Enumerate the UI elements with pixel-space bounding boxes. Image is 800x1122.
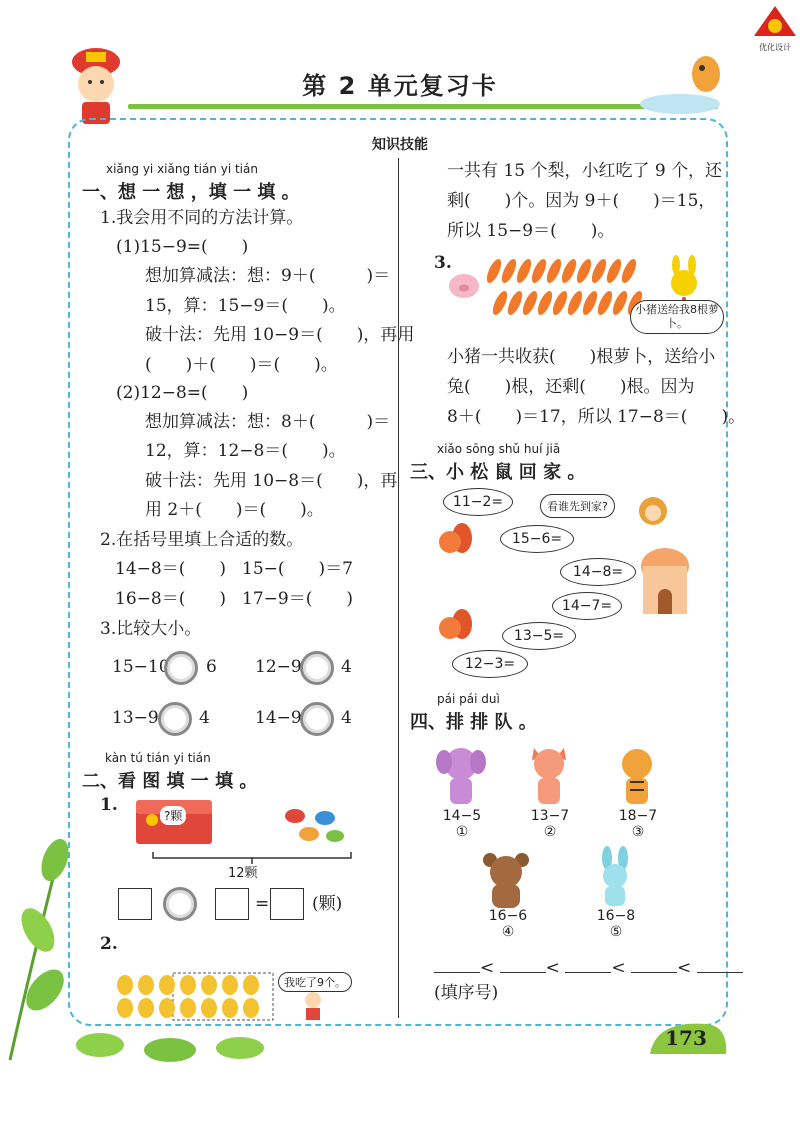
q2-title: 2.在括号里填上合适的数。 <box>100 530 304 550</box>
q1a-label: (1)15−9=( ) <box>116 237 249 257</box>
cat-icon <box>524 742 574 806</box>
animal-number: ④ <box>501 924 515 940</box>
path-oval: 12−3= <box>452 650 528 678</box>
carrot-icon <box>589 257 609 285</box>
order-blank[interactable] <box>565 958 611 973</box>
q1b-line3: 破十法：先用 10−8＝( )，再 <box>145 471 398 491</box>
carrot-icon <box>565 289 585 317</box>
squirrel-icon <box>436 606 474 644</box>
path-oval: 14−8= <box>560 558 636 586</box>
carrot-icon <box>604 257 624 285</box>
right-q2-line1: 一共有 15 个梨，小红吃了 9 个，还 <box>447 161 723 181</box>
carrot-icon <box>559 257 579 285</box>
cmp-left: 15−10 <box>112 657 170 677</box>
rabbit-icon <box>664 255 704 301</box>
carrot-icon <box>544 257 564 285</box>
right-q2-line2: 剩( )个。因为 9＋( )＝15， <box>447 191 716 211</box>
less-than: < <box>676 958 692 978</box>
part3-heading: 三、小 松 鼠 回 家 。 <box>410 462 586 483</box>
q3-title: 3.比较大小。 <box>100 619 202 639</box>
less-than: < <box>611 958 626 978</box>
order-hint: (填序号) <box>434 983 499 1003</box>
carrot-icon <box>520 289 540 317</box>
total-label: 12颗 <box>228 866 258 881</box>
path-oval: 11−2= <box>443 488 513 516</box>
equals-sign: = <box>255 894 270 914</box>
q1b-line2: 12，算：12−8＝( )。 <box>145 441 346 461</box>
order-blank[interactable] <box>434 958 480 973</box>
candy-box-label: ?颗 <box>160 806 186 825</box>
animal-expr: 16−8 <box>596 908 636 924</box>
q2-row2-a: 16−8＝( ) <box>115 589 226 609</box>
rabbit-speech: 小猪送给我8根萝卜。 <box>630 300 724 334</box>
part4-heading: 四、排 排 队 。 <box>410 712 537 733</box>
page-title: 第 2 单元复习卡 <box>302 72 498 100</box>
carrot-icon <box>580 289 600 317</box>
tiger-icon <box>612 742 662 806</box>
animal-expr: 13−7 <box>530 808 570 824</box>
carrot-icon <box>595 289 615 317</box>
right-q3-line2: 兔( )根，还剩( )根。因为 <box>447 377 695 397</box>
pig-icon <box>446 270 482 300</box>
column-divider <box>398 158 399 1018</box>
page-number: 173 <box>665 1026 707 1050</box>
squirrel-icon <box>436 520 474 558</box>
animal-expr: 18−7 <box>618 808 658 824</box>
order-answer-line[interactable] <box>434 958 743 977</box>
order-blank[interactable] <box>631 958 677 973</box>
q2-row1-b: 15−( )＝7 <box>242 559 353 579</box>
house-icon <box>634 546 696 616</box>
logo-icon <box>752 4 798 38</box>
q2-row1-a: 14−8＝( ) <box>115 559 226 579</box>
q1a-line2: 15，算：15−9＝( )。 <box>145 296 346 316</box>
q1b-line4: 用 2＋( )＝( )。 <box>145 500 324 520</box>
animal-number: ① <box>455 824 469 840</box>
carrot-icon <box>505 289 525 317</box>
part3-pinyin: xiǎo sōng shǔ huí jiā <box>437 442 561 456</box>
animal-expr: 16−6 <box>488 908 528 924</box>
girl-icon <box>298 990 328 1020</box>
cmp-right: 4 <box>199 708 210 728</box>
order-blank[interactable] <box>697 958 743 973</box>
carrot-icon <box>535 289 555 317</box>
path-oval: 15−6= <box>500 525 574 553</box>
path-oval: 14−7= <box>552 592 622 620</box>
cmp-right: 4 <box>341 657 352 677</box>
cmp-left: 13−9 <box>112 708 159 728</box>
part2-pinyin: kàn tú tián yi tián <box>105 751 211 765</box>
animal-number: ③ <box>631 824 645 840</box>
carrot-icon <box>514 257 534 285</box>
cmp-left: 14−9 <box>255 708 302 728</box>
monkey-icon <box>636 494 670 528</box>
less-than: < <box>480 958 495 978</box>
q1b-line1: 想加算减法：想：8＋( )＝ <box>145 412 391 432</box>
animal-expr: 14−5 <box>442 808 482 824</box>
logo-text: 优化设计 <box>759 43 791 52</box>
part2-q1-number: 1. <box>100 795 118 815</box>
part1-pinyin: xiǎng yi xiǎng tián yi tián <box>106 162 258 176</box>
section-label: 知识技能 <box>372 137 428 153</box>
cmp-right: 4 <box>341 708 352 728</box>
part2-heading: 二、看 图 填 一 填 。 <box>82 771 258 792</box>
carrot-icon <box>499 257 519 285</box>
cmp-left: 12−9 <box>255 657 302 677</box>
path-oval: 13−5= <box>502 622 576 650</box>
part1-heading: 一、想 一 想 ，填 一 填 。 <box>82 182 300 203</box>
right-q3-line1: 小猪一共收获( )根萝卜，送给小 <box>447 347 716 367</box>
compare-circle[interactable] <box>300 702 334 736</box>
q1a-line4: ( )＋( )＝( )。 <box>145 355 338 375</box>
carrot-icon <box>490 289 510 317</box>
compare-circle[interactable] <box>164 651 198 685</box>
carrot-icon <box>610 289 630 317</box>
less-than: < <box>545 958 560 978</box>
girl-speech: 我吃了9个。 <box>278 972 352 992</box>
q1a-line3: 破十法：先用 10−9＝( )，再用 <box>145 325 415 345</box>
right-q2-line3: 所以 15−9＝( )。 <box>447 221 615 241</box>
carrot-icon <box>550 289 570 317</box>
leaves-decoration-icon <box>0 820 300 1070</box>
unit-label: (颗) <box>312 894 343 914</box>
q1a-line1: 想加算减法：想：9＋( )＝ <box>145 266 391 286</box>
compare-circle[interactable] <box>158 702 192 736</box>
part4-pinyin: pái pái duì <box>437 692 500 706</box>
carrot-icon <box>574 257 594 285</box>
right-q3-number: 3. <box>434 253 452 273</box>
right-q3-line3: 8＋( )＝17，所以 17−8＝( )。 <box>447 407 746 427</box>
monkey-speech: 看谁先到家? <box>540 494 615 518</box>
cmp-right: 6 <box>206 657 217 677</box>
carrot-icon <box>486 257 504 285</box>
q1-title: 1.我会用不同的方法计算。 <box>100 208 304 228</box>
animal-number: ② <box>543 824 557 840</box>
carrots-icon <box>486 255 646 321</box>
carrot-icon <box>529 257 549 285</box>
publisher-logo <box>752 4 798 52</box>
animal-number: ⑤ <box>609 924 623 940</box>
order-blank[interactable] <box>500 958 546 973</box>
q1b-label: (2)12−8=( ) <box>116 383 249 403</box>
q2-row2-b: 17−9＝( ) <box>242 589 353 609</box>
part2-q2-number: 2. <box>100 934 118 954</box>
compare-circle[interactable] <box>300 651 334 685</box>
elephant-icon <box>436 742 486 806</box>
carrot-icon <box>619 257 639 285</box>
bear-icon <box>478 850 534 908</box>
bunny-icon <box>592 846 638 908</box>
